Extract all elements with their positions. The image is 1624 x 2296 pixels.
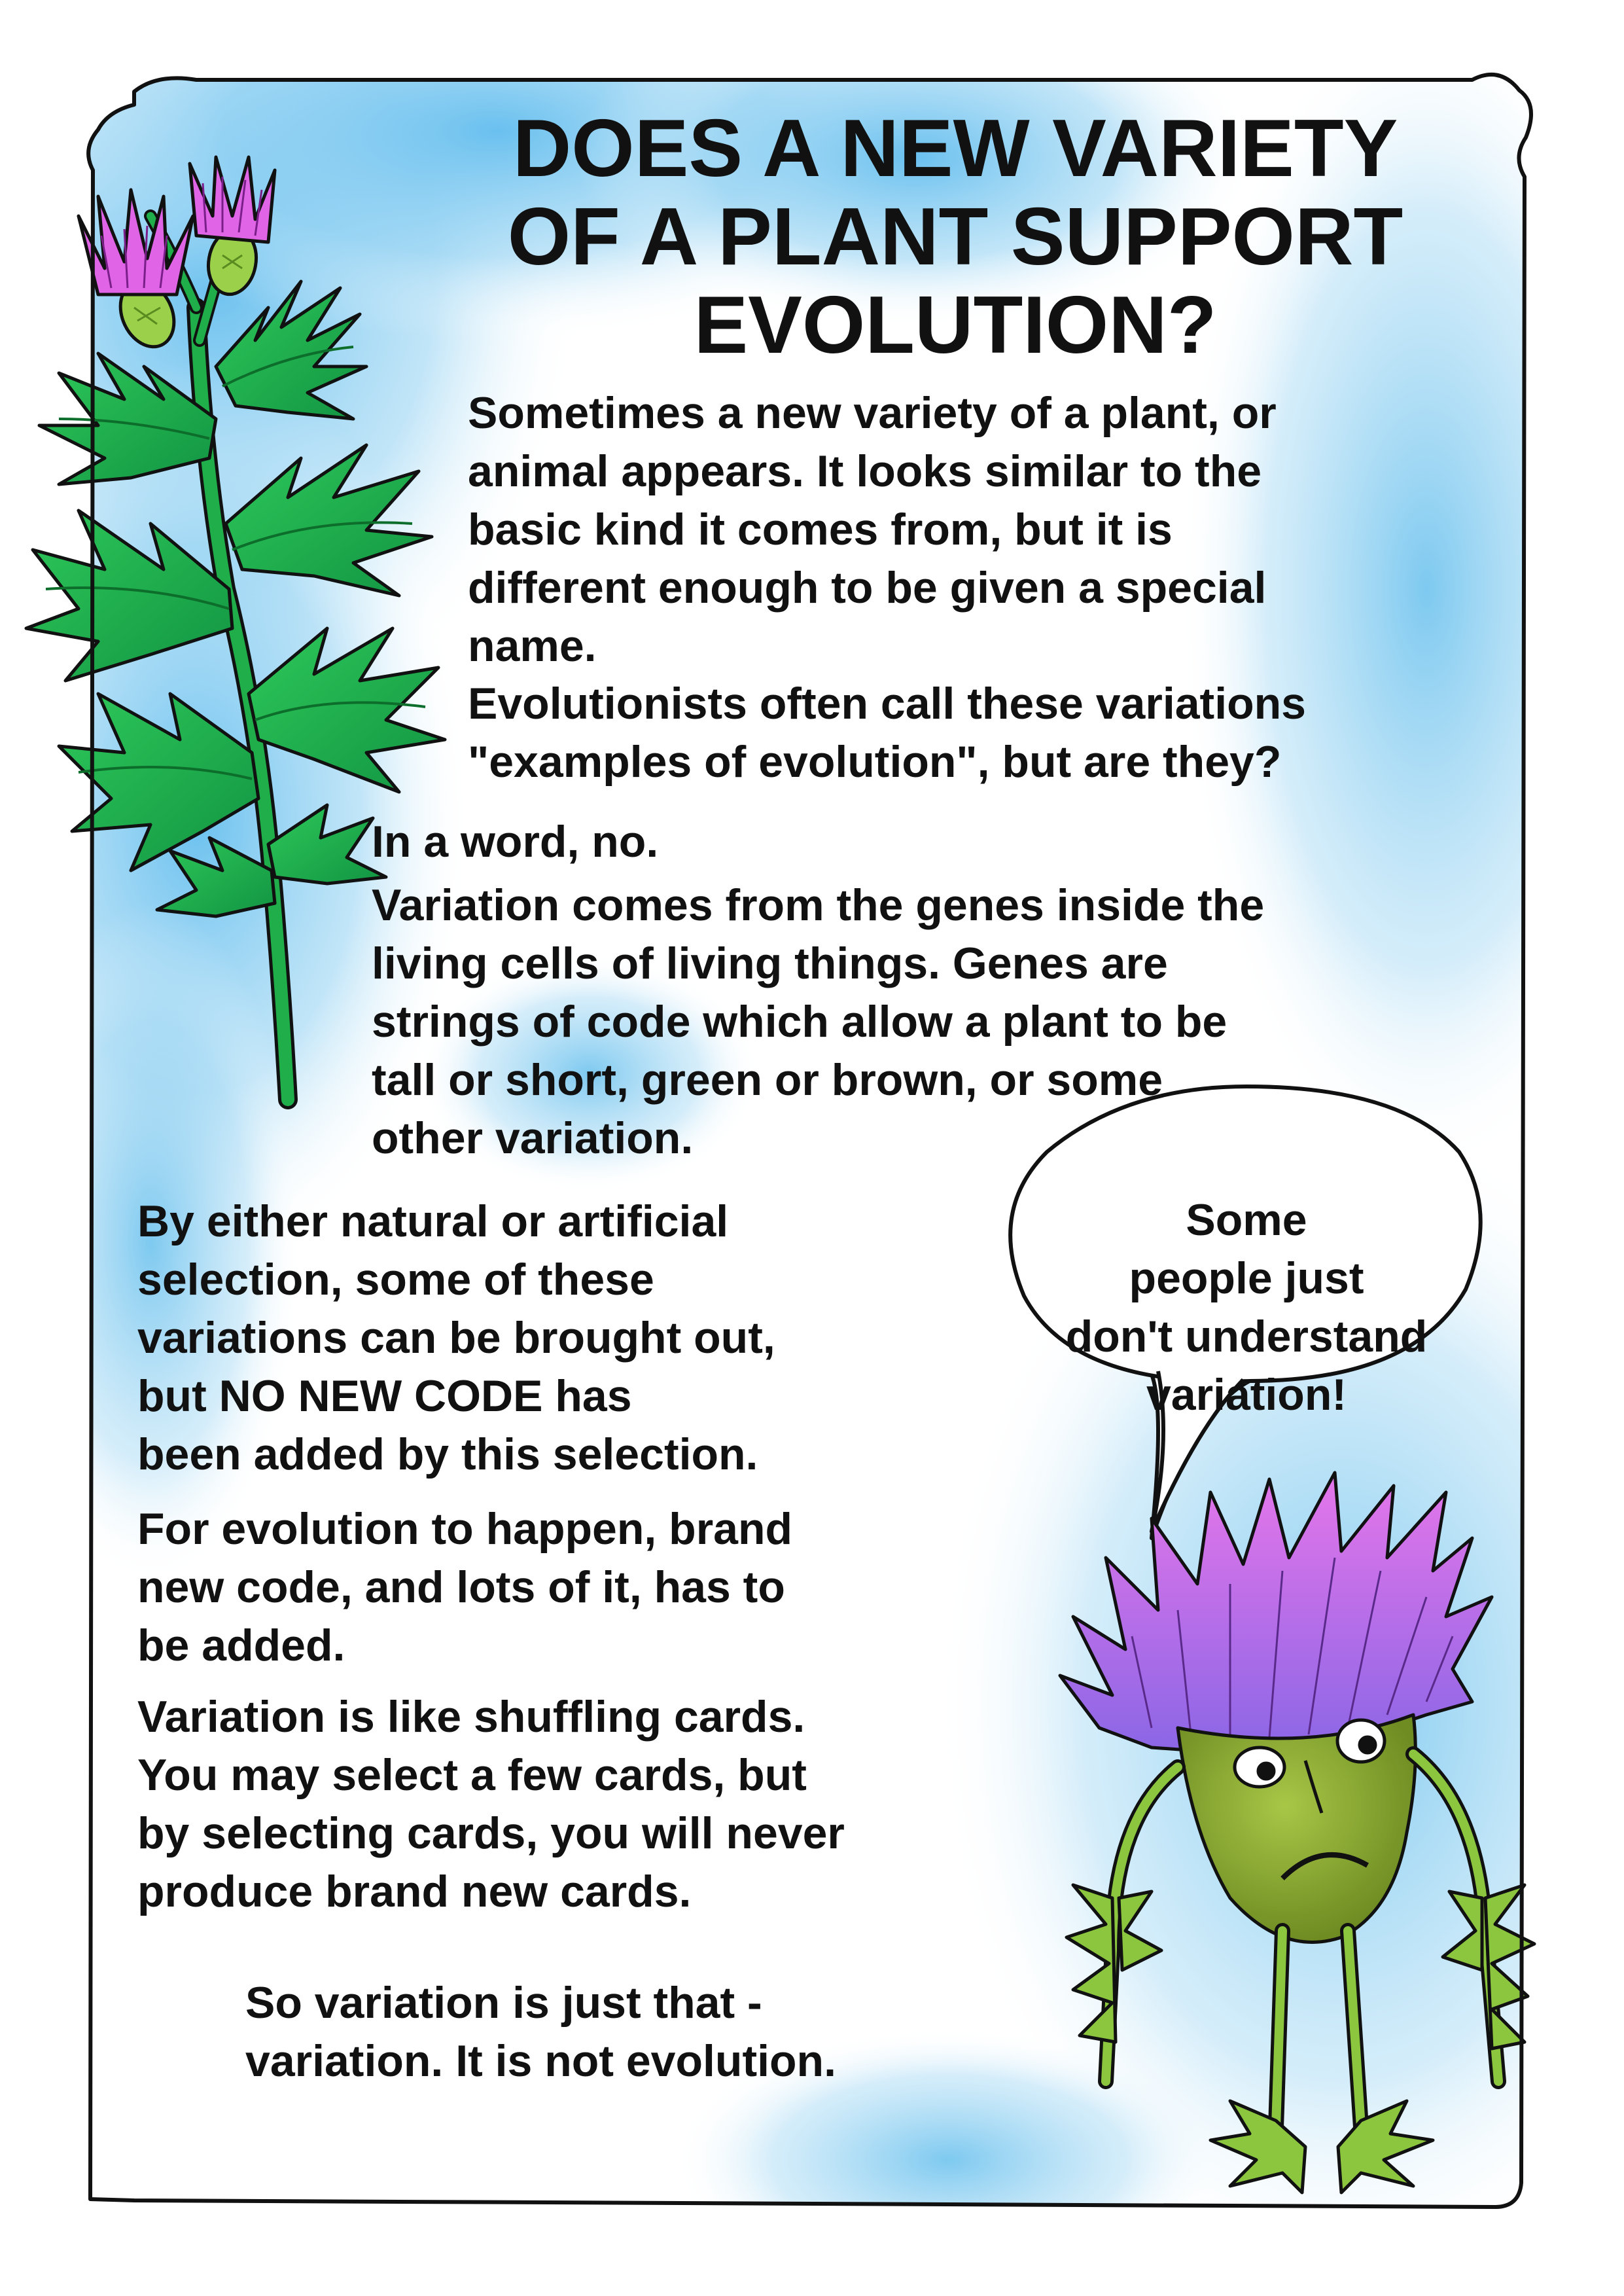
- text-line: "examples of evolution", but are they?: [468, 737, 1282, 787]
- text-line: For evolution to happen, brand: [137, 1504, 793, 1554]
- text-line: variations can be brought out,: [137, 1313, 775, 1363]
- text-line: living cells of living things. Genes are: [372, 939, 1168, 988]
- text-line: produce brand new cards.: [137, 1867, 692, 1916]
- speech-line: Some: [1186, 1195, 1307, 1245]
- paragraph-evolutionists: [468, 675, 1306, 791]
- title-line: DOES A NEW VARIETY: [512, 103, 1398, 194]
- text-line: Variation comes from the genes inside the: [372, 880, 1265, 930]
- text-line: Variation is like shuffling cards.: [137, 1692, 805, 1742]
- text-line: variation. It is not evolution.: [245, 2036, 836, 2086]
- text-line: by selecting cards, you will never: [137, 1808, 845, 1858]
- speech-line: don't understand: [1065, 1312, 1428, 1361]
- speech-line: variation!: [1146, 1370, 1347, 1420]
- text-line: selection, some of these: [137, 1255, 654, 1304]
- text-line: new code, and lots of it, has to: [137, 1562, 785, 1612]
- paragraph-new-variety: [468, 384, 1277, 675]
- paragraph-genes: [372, 876, 1264, 1168]
- paragraph-selection: [137, 1193, 775, 1484]
- text-line: Evolutionists often call these variations: [468, 679, 1306, 728]
- paragraph-shuffling-cards: [137, 1688, 845, 1921]
- text-line: So variation is just that -: [245, 1978, 762, 2028]
- paragraph-new-code: [137, 1500, 792, 1675]
- text-line: strings of code which allow a plant to be: [372, 997, 1227, 1047]
- text-line: basic kind it comes from, but it is: [468, 505, 1173, 554]
- text-line: Sometimes a new variety of a plant, or: [468, 388, 1277, 438]
- text-line: but NO NEW CODE has: [137, 1371, 632, 1421]
- speech-line: people just: [1129, 1253, 1364, 1303]
- text-line: You may select a few cards, but: [137, 1750, 807, 1800]
- text-line: been added by this selection.: [137, 1429, 758, 1479]
- text-line: animal appears. It looks similar to the: [468, 446, 1262, 496]
- speech-bubble-text: [1017, 1191, 1475, 1424]
- text-line: other variation.: [372, 1113, 694, 1163]
- page-title: [399, 105, 1511, 370]
- title-line: OF A PLANT SUPPORT: [507, 192, 1403, 282]
- text-line: different enough to be given a special: [468, 563, 1267, 613]
- text-line: By either natural or artificial: [137, 1196, 729, 1246]
- text-line: In a word, no.: [372, 817, 659, 867]
- text-line: name.: [468, 621, 597, 671]
- paragraph-conclusion: [245, 1974, 836, 2090]
- text-line: be added.: [137, 1621, 345, 1670]
- paragraph-in-a-word: [372, 813, 658, 871]
- text-line: tall or short, green or brown, or some: [372, 1055, 1163, 1105]
- title-line: EVOLUTION?: [694, 280, 1217, 370]
